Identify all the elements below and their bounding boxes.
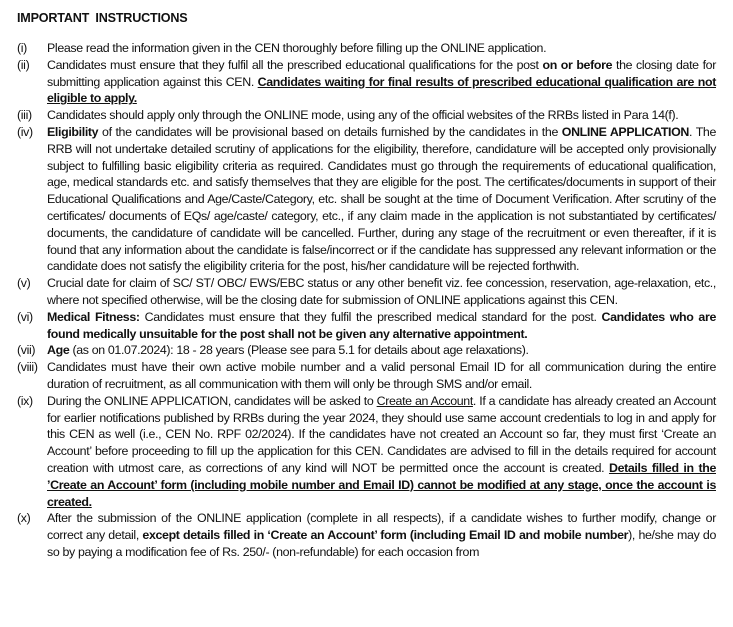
emphasized-text: ONLINE APPLICATION xyxy=(561,124,690,139)
text-segment: Please read the information given in the CEN thoroughly before filling up the ONLINE application. xyxy=(47,41,547,55)
instruction-item xyxy=(17,393,716,511)
instruction-text xyxy=(47,342,716,359)
emphasized-text: Medical Fitness: xyxy=(47,309,140,324)
instruction-item xyxy=(17,275,716,309)
instruction-text xyxy=(47,57,716,107)
text-segment: the closing date for submitting application against this CEN. xyxy=(47,57,716,89)
underlined-text: Create an Account xyxy=(376,393,473,408)
instruction-text xyxy=(47,359,716,393)
emphasized-underlined-text: Details filled in the ’Create an Account’ form (including mobile number and Email ID) cannot be modified at any stage, once the account is created. xyxy=(47,460,716,509)
instruction-text xyxy=(47,40,716,57)
instruction-item xyxy=(17,57,716,107)
instructions-list xyxy=(17,40,716,561)
instruction-text xyxy=(47,275,716,309)
emphasized-text: except details filled in ‘Create an Account’ form (including Email ID and mobile number xyxy=(142,528,629,543)
page-title: IMPORTANT INSTRUCTIONS xyxy=(17,11,188,25)
instruction-text xyxy=(47,510,716,560)
text-segment: . If a candidate has already created an Account for earlier notifications published by RRBs during the year 2024, they should use same account credentials to log in and apply for this CEN as well (i.e., CEN No. RPF 02/2024). If the candidates have not created an Account so far, they must first ‘Create an Account’ before proceeding to fill up the application for this CEN. Candidates are advised to fill in the details required for account creation with utmost care, as corrections of any kind will NOT be permitted once the account is created. xyxy=(47,393,716,475)
emphasized-underlined-text: Candidates waiting for final results of prescribed educational qualification are not eligible to apply. xyxy=(47,74,717,106)
instruction-number: (v) xyxy=(17,276,31,291)
instruction-number: (viii) xyxy=(17,360,38,375)
instruction-number: (vi) xyxy=(17,309,33,324)
instruction-number: (ix) xyxy=(17,393,33,408)
text-segment: Candidates must ensure that they fulfil all the prescribed educational qualifications for the post xyxy=(47,57,543,72)
instruction-item xyxy=(17,107,716,124)
emphasized-text: Eligibility xyxy=(47,124,99,139)
text-segment: During the ONLINE APPLICATION, candidates will be asked to xyxy=(47,393,377,408)
instruction-item xyxy=(17,124,716,275)
text-segment: Candidates should apply only through the ONLINE mode, using any of the official websites of the RRBs listed in Para 14(f). xyxy=(47,108,679,123)
instruction-item xyxy=(17,309,716,343)
instruction-item xyxy=(17,510,716,560)
text-segment: Candidates must have their own active mobile number and a valid personal Email ID for all communication during the entire duration of recruitment, as all communication with them will only be through SMS and/or email. xyxy=(47,360,716,391)
instruction-number: (i) xyxy=(17,41,27,55)
text-segment: After the submission of the ONLINE application (complete in all respects), if a candidate wishes to further modify, change or correct any detail, xyxy=(47,511,716,543)
instruction-number: (ii) xyxy=(17,57,30,72)
instruction-text xyxy=(47,393,716,511)
instruction-number: (vii) xyxy=(17,343,36,358)
instruction-item xyxy=(17,359,716,393)
instruction-number: (x) xyxy=(17,511,31,526)
instruction-text xyxy=(47,107,716,124)
instruction-item xyxy=(17,40,716,57)
text-segment: Candidates must ensure that they fulfil the prescribed medical standard for the post. xyxy=(139,309,602,324)
text-segment: . The RRB will not undertake detailed scrutiny of applications for the eligibility, therefore, candidature will be accepted only provisionally subject to fulfilling basic eligibility criteria as required. Candidates must go through the requirements of educational qualification, age, medical standards etc. and satisfy themselves that they are eligible for the post. The certificates/documents in support of their Educational Qualifications and Age/Caste/Category, etc. shall be sought at the time of Document Verification. After scrutiny of the certificates/ documents of EQs/ age/caste/ category, etc., if any claim made in the application is not substantiated by certificates/ documents, the candidature of candidate will be cancelled. Further, during any stage of the recruitment or even thereafter, if it is found that any information about the candidate is false/incorrect or if the candidate has suppressed any relevant information or the candidate does not satisfy the eligibility criteria for the post, his/her candidature will be rejected forthwith. xyxy=(47,124,717,274)
emphasized-text: on or before xyxy=(542,57,613,72)
instruction-number: (iii) xyxy=(17,108,32,123)
text-segment: ), he/she may do so by paying a modification fee of Rs. 250/- (non-refundable) for each occasion from xyxy=(47,528,716,559)
emphasized-text: Age xyxy=(47,343,70,358)
instruction-number: (iv) xyxy=(17,124,33,139)
text-segment: Crucial date for claim of SC/ ST/ OBC/ EWS/EBC status or any other benefit viz. fee concession, reservation, age-relaxation, etc., where not specified otherwise, will be the closing date for submission of ONLINE applications against this CEN. xyxy=(47,276,716,307)
emphasized-text: Candidates who are found medically unsuitable for the post shall not be given any alternative appointment. xyxy=(47,309,716,341)
instruction-text xyxy=(47,124,716,275)
instruction-item xyxy=(17,342,716,359)
text-segment: (as on 01.07.2024): 18 - 28 years (Please see para 5.1 for details about age relaxations). xyxy=(69,343,529,358)
instruction-text xyxy=(47,309,716,343)
text-segment: of the candidates will be provisional based on details furnished by the candidates in the xyxy=(98,124,562,139)
